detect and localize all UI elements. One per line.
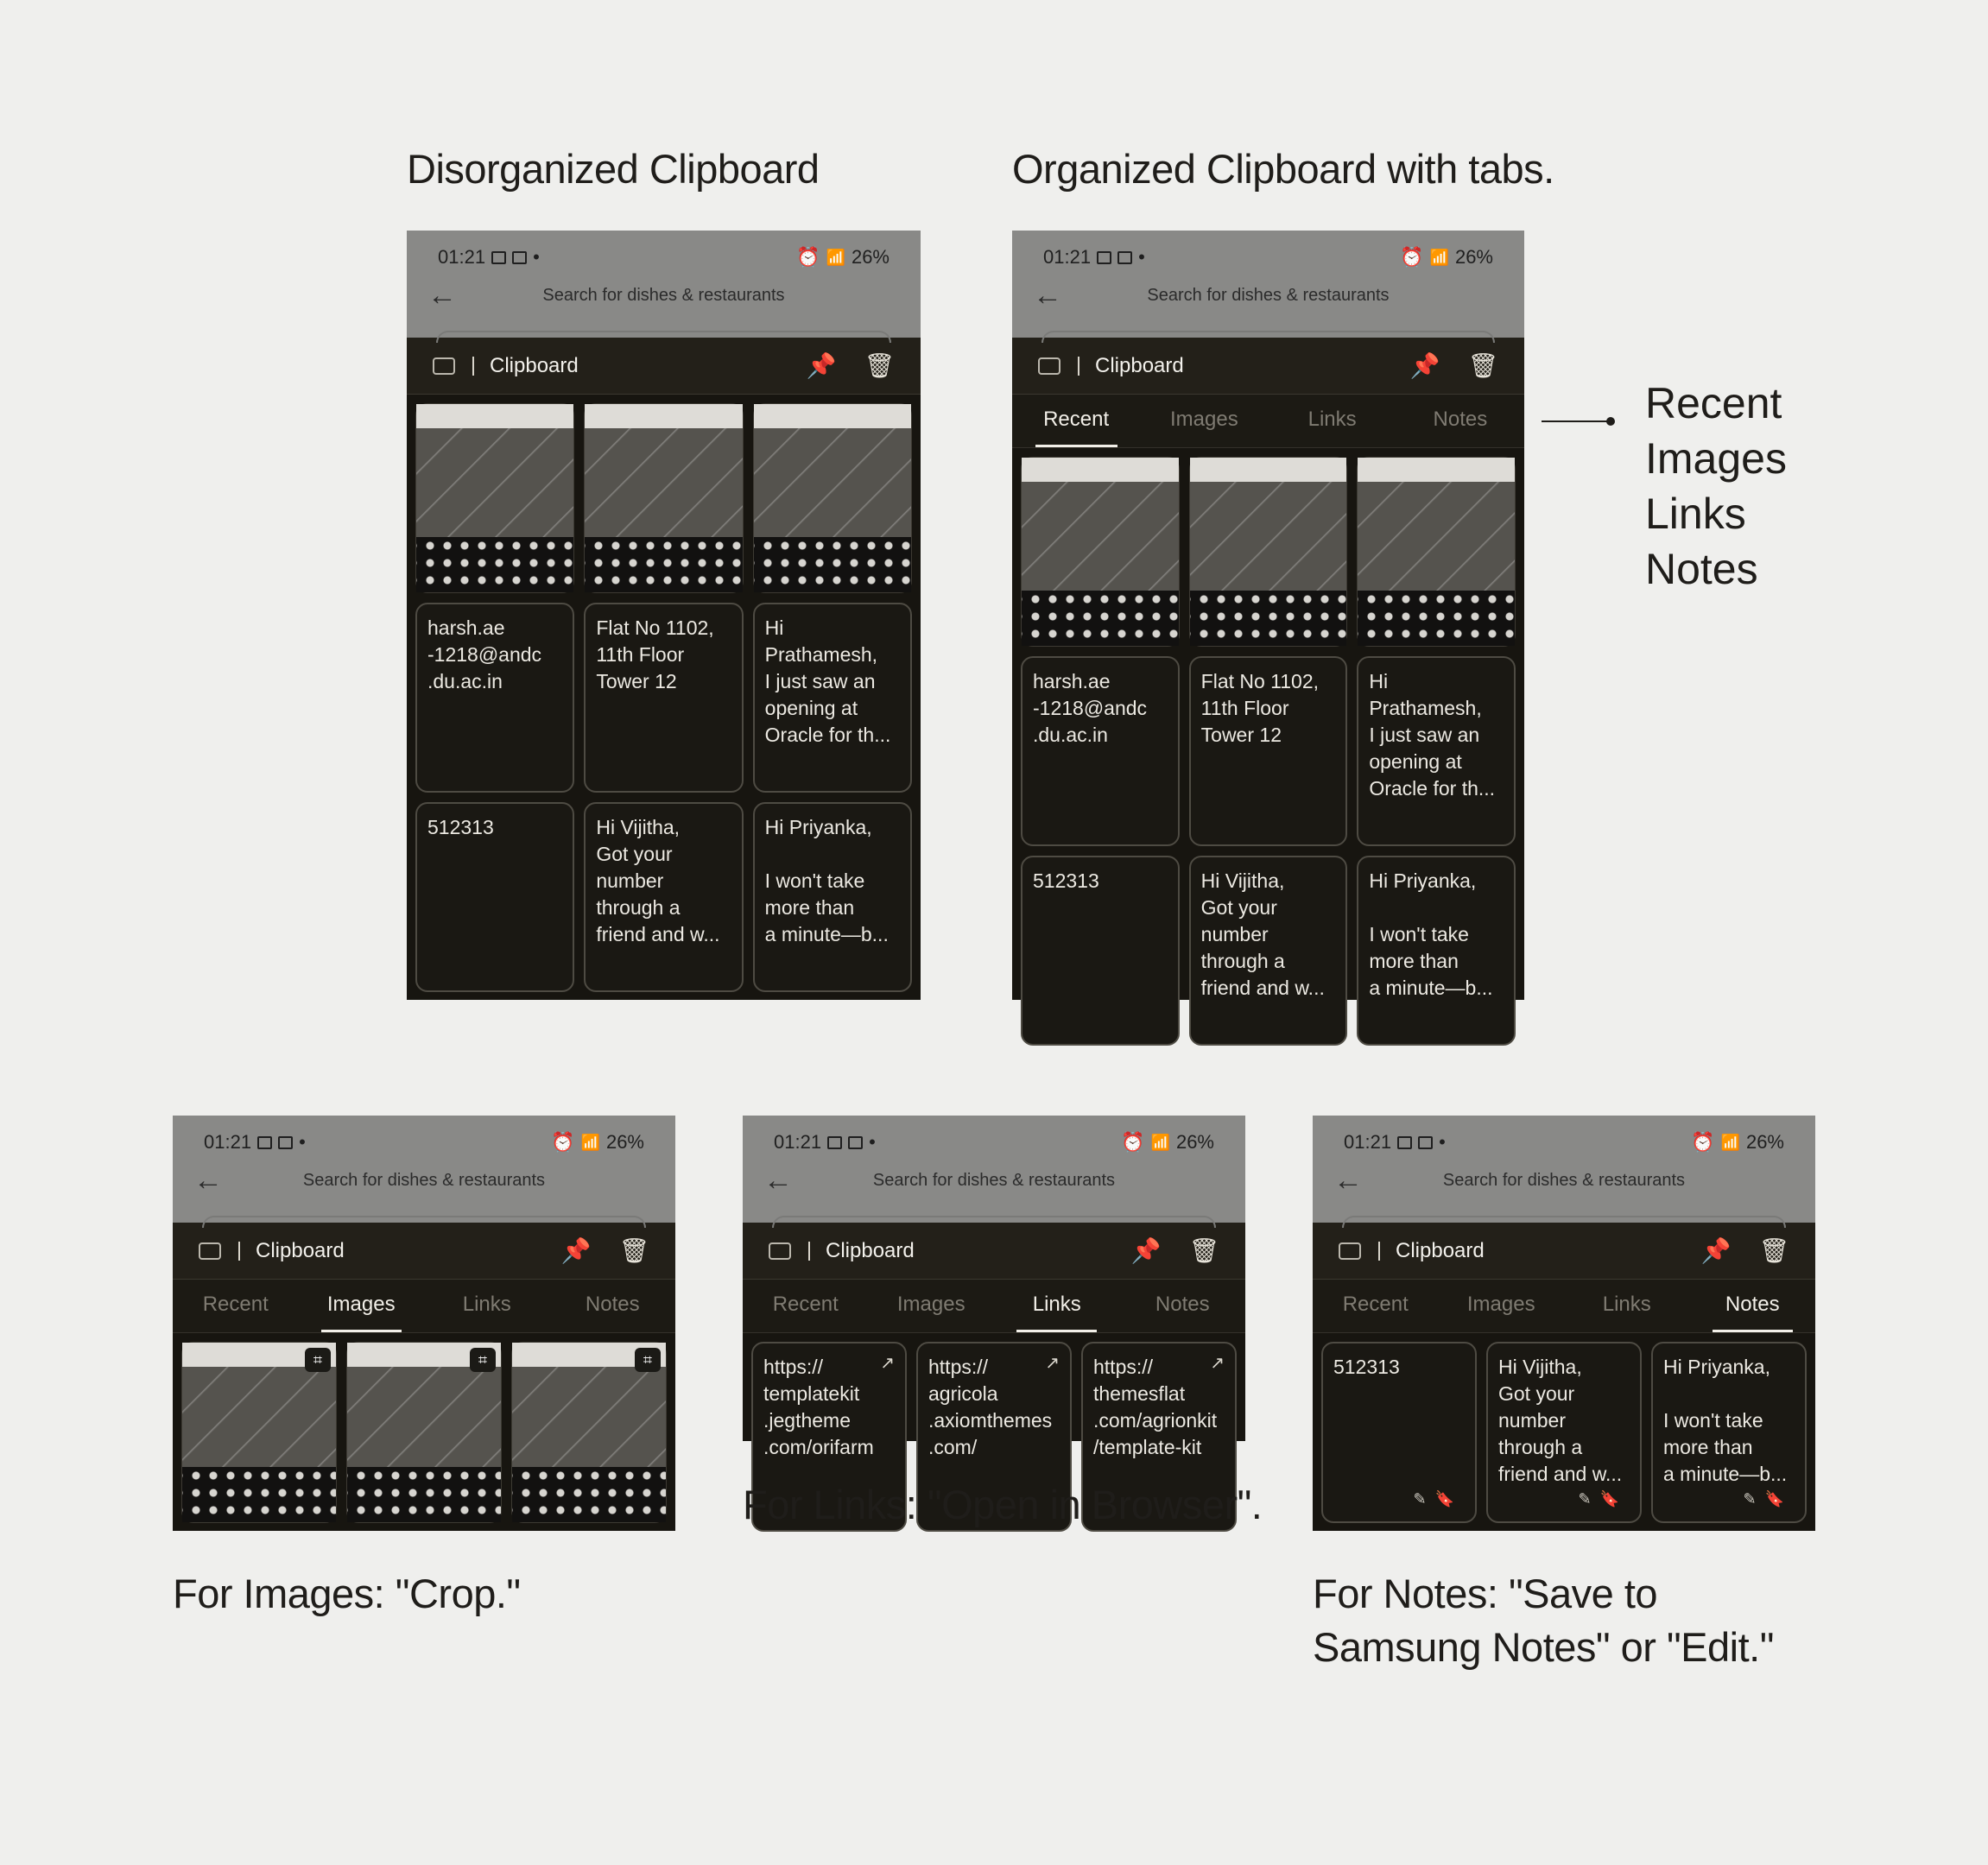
search-bar[interactable]	[193, 1166, 655, 1195]
search-placeholder[interactable]: Search for dishes & restaurants	[872, 1170, 1116, 1190]
clip-grid	[173, 1333, 675, 1532]
text-clip[interactable]: Flat No 1102, 11th Floor Tower 12	[584, 603, 743, 793]
search-input-edge	[1041, 331, 1495, 343]
battery-text: 26%	[1745, 1131, 1784, 1153]
trash-icon[interactable]: 🗑	[1467, 352, 1498, 379]
tab-links[interactable]: Links	[1602, 1293, 1651, 1316]
clipboard-title: Clipboard	[1095, 353, 1184, 377]
status-bar	[204, 1131, 644, 1154]
link-clip[interactable]: ↗ https:// themesflat .com/agrionkit /template-kit	[1081, 1342, 1237, 1532]
image-clip[interactable]	[181, 1342, 337, 1523]
phone-images	[173, 1116, 675, 1531]
battery-text: 26%	[851, 246, 890, 268]
app-top	[1012, 231, 1524, 338]
open-in-browser-icon[interactable]: ↗	[1210, 1354, 1225, 1373]
keyboard-icon[interactable]	[1339, 1242, 1361, 1260]
tab-images[interactable]: Images	[896, 1293, 966, 1316]
status-bar	[438, 246, 890, 269]
search-placeholder[interactable]: Search for dishes & restaurants	[1147, 285, 1390, 305]
tab-list-callout	[1645, 376, 1787, 597]
keyboard-icon[interactable]	[769, 1242, 791, 1260]
image-clip[interactable]	[1357, 457, 1516, 647]
arrow-left-icon[interactable]: ←	[193, 1164, 223, 1197]
battery-text: 26%	[605, 1131, 644, 1153]
gallery-icon	[1397, 1136, 1412, 1149]
note-clip[interactable]: 512313 ✎🔖	[1321, 1342, 1477, 1523]
search-placeholder[interactable]: Search for dishes & restaurants	[302, 1170, 546, 1190]
calendar-icon	[1418, 1136, 1433, 1149]
tab-notes[interactable]: Notes	[1690, 1280, 1816, 1332]
tab-recent[interactable]: Recent	[202, 1293, 269, 1316]
connector-line	[1542, 420, 1611, 422]
crop-icon[interactable]: ⌗	[635, 1348, 661, 1372]
phone-notes	[1313, 1116, 1815, 1531]
gallery-icon	[491, 251, 506, 264]
callout-notes: Notes	[1645, 545, 1758, 593]
text-clip[interactable]: Hi Vijitha, Got your number through a friend and w...	[1189, 856, 1348, 1046]
alarm-icon: ⏰	[1400, 246, 1424, 268]
app-top	[1313, 1116, 1815, 1223]
trash-icon[interactable]: 🗑	[1758, 1237, 1789, 1264]
tab-images[interactable]: Images	[1170, 408, 1238, 431]
app-top	[173, 1116, 675, 1223]
clipboard-title: Clipboard	[256, 1238, 345, 1262]
image-clip[interactable]	[1021, 457, 1180, 647]
text-clip[interactable]: harsh.ae -1218@andc .du.ac.in	[415, 603, 574, 793]
image-clip[interactable]	[511, 1342, 667, 1523]
link-clip[interactable]: ↗ https:// templatekit .jegtheme .com/orifarm	[751, 1342, 907, 1532]
status-dot: •	[1439, 1131, 1446, 1153]
keyboard-icon[interactable]	[199, 1242, 221, 1260]
tab-notes[interactable]: Notes	[585, 1293, 640, 1316]
phone-organized	[1012, 231, 1524, 1000]
status-time: 01:21	[438, 246, 486, 268]
status-dot: •	[869, 1131, 876, 1153]
clipboard-title: Clipboard	[826, 1238, 915, 1262]
search-input-edge	[1342, 1216, 1786, 1228]
pin-icon[interactable]: 📌	[806, 352, 837, 379]
gallery-icon	[827, 1136, 842, 1149]
clipboard-title: Clipboard	[1396, 1238, 1485, 1262]
clipboard-header	[1313, 1223, 1815, 1280]
phone-disorganized	[407, 231, 921, 1000]
status-time: 01:21	[204, 1131, 252, 1153]
trash-icon[interactable]: 🗑	[1188, 1237, 1219, 1264]
trash-icon[interactable]: 🗑	[864, 352, 895, 379]
bookmark-icon[interactable]: 🔖	[1599, 1490, 1628, 1508]
trash-icon[interactable]: 🗑	[618, 1237, 649, 1264]
text-clip[interactable]: Hi Prathamesh, I just saw an opening at Oracle for th...	[1357, 656, 1516, 846]
gallery-icon	[1097, 251, 1111, 264]
tab-bar	[1012, 395, 1524, 448]
pin-icon[interactable]: 📌	[1130, 1237, 1162, 1264]
note-clip[interactable]: Hi Vijitha, Got your number through a friend and w... ✎🔖	[1486, 1342, 1642, 1523]
open-in-browser-icon[interactable]: ↗	[1045, 1354, 1060, 1373]
text-clip[interactable]: Hi Prathamesh, I just saw an opening at Oracle for th...	[753, 603, 912, 793]
wifi-icon: 📶	[1720, 1133, 1740, 1151]
divider	[1378, 1242, 1380, 1261]
search-input-edge	[202, 1216, 646, 1228]
status-dot: •	[533, 246, 540, 268]
callout-images: Images	[1645, 434, 1787, 483]
search-bar[interactable]	[1333, 1166, 1795, 1195]
text-clip[interactable]: Hi Vijitha, Got your number through a friend and w...	[584, 802, 743, 992]
text-clip[interactable]: harsh.ae -1218@andc .du.ac.in	[1021, 656, 1180, 846]
search-bar[interactable]	[427, 281, 900, 310]
tab-bar	[173, 1280, 675, 1333]
battery-text: 26%	[1454, 246, 1493, 268]
callout-links: Links	[1645, 490, 1746, 538]
clip-grid	[407, 395, 921, 1001]
wifi-icon: 📶	[580, 1133, 600, 1151]
status-bar	[1043, 246, 1493, 269]
tab-recent[interactable]: Recent	[1342, 1293, 1409, 1316]
text-clip[interactable]: Flat No 1102, 11th Floor Tower 12	[1189, 656, 1348, 846]
edit-icon[interactable]: ✎	[1743, 1490, 1765, 1508]
tab-recent[interactable]: Recent	[772, 1293, 839, 1316]
edit-icon[interactable]: ✎	[1578, 1490, 1600, 1508]
clipboard-header	[173, 1223, 675, 1280]
battery-text: 26%	[1175, 1131, 1214, 1153]
caption-links: For Links: "Open in Browser".	[743, 1482, 1263, 1527]
calendar-icon	[848, 1136, 863, 1149]
text-clip[interactable]: Hi Priyanka, I won't take more than a minute—b...	[753, 802, 912, 992]
text-clip[interactable]: 512313	[1021, 856, 1180, 1046]
arrow-left-icon[interactable]: ←	[1333, 1164, 1363, 1197]
image-clip[interactable]	[346, 1342, 502, 1523]
status-bar	[774, 1131, 1214, 1154]
bookmark-icon[interactable]: 🔖	[1764, 1490, 1793, 1508]
caption-notes	[1313, 1567, 1774, 1674]
pin-icon[interactable]: 📌	[560, 1237, 592, 1264]
search-bar[interactable]	[763, 1166, 1225, 1195]
tab-bar	[743, 1280, 1245, 1333]
clipboard-header	[743, 1223, 1245, 1280]
caption-notes-line2: Samsung Notes" or "Edit."	[1313, 1624, 1774, 1670]
image-clip[interactable]	[1189, 457, 1348, 647]
calendar-icon	[512, 251, 527, 264]
search-input-edge	[772, 1216, 1216, 1228]
arrow-left-icon[interactable]: ←	[1033, 279, 1062, 312]
tab-notes[interactable]: Notes	[1155, 1293, 1210, 1316]
heading-disorganized: Disorganized Clipboard	[407, 146, 820, 192]
status-bar	[1344, 1131, 1784, 1154]
search-input-edge	[436, 331, 891, 343]
tab-recent[interactable]: Recent	[1012, 395, 1140, 447]
clipboard-header	[407, 338, 921, 395]
tab-images[interactable]: Images	[1466, 1293, 1535, 1316]
text-clip[interactable]: 512313	[415, 802, 574, 992]
tab-notes[interactable]: Notes	[1433, 408, 1488, 431]
arrow-left-icon[interactable]: ←	[427, 279, 457, 312]
note-clip[interactable]: Hi Priyanka, I won't take more than a minute—b... ✎🔖	[1651, 1342, 1807, 1523]
status-time: 01:21	[1344, 1131, 1392, 1153]
search-placeholder[interactable]: Search for dishes & restaurants	[1442, 1170, 1686, 1190]
tab-images[interactable]: Images	[299, 1280, 425, 1332]
alarm-icon: ⏰	[551, 1131, 575, 1153]
heading-organized: Organized Clipboard with tabs.	[1012, 146, 1554, 192]
text-clip[interactable]: Hi Priyanka, I won't take more than a minute—b...	[1357, 856, 1516, 1046]
search-placeholder[interactable]: Search for dishes & restaurants	[542, 285, 785, 305]
app-top	[743, 1116, 1245, 1223]
divider	[808, 1242, 810, 1261]
alarm-icon: ⏰	[1121, 1131, 1145, 1153]
link-clip[interactable]: ↗ https:// agricola .axiomthemes .com/	[916, 1342, 1072, 1532]
tab-links[interactable]: Links	[994, 1280, 1120, 1332]
pin-icon[interactable]: 📌	[1409, 352, 1440, 379]
pin-icon[interactable]: 📌	[1700, 1237, 1732, 1264]
keyboard-icon[interactable]	[433, 357, 455, 375]
image-clip[interactable]	[415, 403, 574, 593]
wifi-icon: 📶	[826, 248, 845, 266]
wifi-icon: 📶	[1429, 248, 1449, 266]
caption-notes-line1: For Notes: "Save to	[1313, 1571, 1658, 1616]
status-dot: •	[299, 1131, 306, 1153]
calendar-icon	[278, 1136, 293, 1149]
alarm-icon: ⏰	[1691, 1131, 1715, 1153]
divider	[238, 1242, 240, 1261]
bookmark-icon[interactable]: 🔖	[1434, 1490, 1463, 1508]
app-top	[407, 231, 921, 338]
gallery-icon	[257, 1136, 272, 1149]
tab-bar	[1313, 1280, 1815, 1333]
status-time: 01:21	[774, 1131, 822, 1153]
status-time: 01:21	[1043, 246, 1092, 268]
crop-icon[interactable]: ⌗	[305, 1348, 331, 1372]
image-clip[interactable]	[753, 403, 912, 593]
search-bar[interactable]	[1033, 281, 1504, 310]
open-in-browser-icon[interactable]: ↗	[880, 1354, 895, 1373]
tab-links[interactable]: Links	[462, 1293, 511, 1316]
divider	[1078, 357, 1079, 376]
divider	[472, 357, 474, 376]
alarm-icon: ⏰	[796, 246, 820, 268]
arrow-left-icon[interactable]: ←	[763, 1164, 793, 1197]
edit-icon[interactable]: ✎	[1413, 1490, 1435, 1508]
clip-grid	[1012, 448, 1524, 1054]
status-dot: •	[1138, 246, 1145, 268]
tab-links[interactable]: Links	[1307, 408, 1357, 431]
caption-images: For Images: "Crop."	[173, 1571, 521, 1616]
wifi-icon: 📶	[1150, 1133, 1170, 1151]
clip-grid	[1313, 1333, 1815, 1532]
image-clip[interactable]	[584, 403, 743, 593]
clipboard-title: Clipboard	[490, 353, 579, 377]
callout-recent: Recent	[1645, 379, 1782, 427]
crop-icon[interactable]: ⌗	[470, 1348, 496, 1372]
clipboard-header	[1012, 338, 1524, 395]
keyboard-icon[interactable]	[1038, 357, 1060, 375]
calendar-icon	[1117, 251, 1132, 264]
phone-links	[743, 1116, 1245, 1458]
